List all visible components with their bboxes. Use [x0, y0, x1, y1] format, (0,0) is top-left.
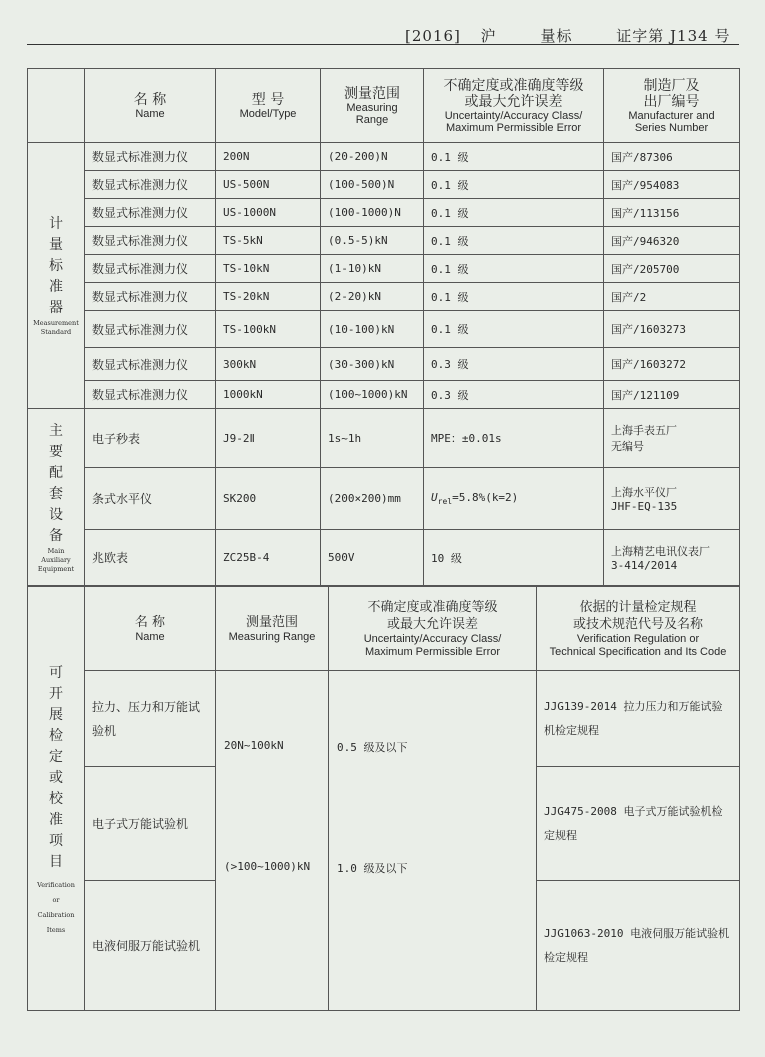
range-value: (>100~1000)kN	[224, 860, 311, 873]
standard-name: 数显式标准测力仪	[85, 143, 216, 171]
section-label-auxiliary-zh: 主 要 配 套 设 备	[49, 422, 63, 544]
standard-accuracy: 0.1 级	[424, 199, 604, 227]
aux-model: SK200	[216, 468, 321, 530]
item-name: 电液伺服万能试验机	[85, 881, 216, 1011]
standard-mfr: 国产/946320	[604, 227, 740, 255]
table-row	[28, 311, 740, 348]
standard-accuracy: 0.1 级	[424, 283, 604, 311]
standard-range: (30-300)kN	[321, 348, 424, 381]
aux-name: 兆欧表	[85, 530, 216, 586]
table-row	[28, 283, 740, 311]
aux-name: 电子秒表	[85, 409, 216, 468]
table-row	[28, 171, 740, 199]
header-range: 测量范围 Measuring Range	[321, 69, 424, 143]
item-name: 拉力、压力和万能试验机	[85, 671, 216, 767]
aux-accuracy: MPE：±0.01s	[424, 409, 604, 468]
standard-range: (100~1000)kN	[321, 381, 424, 409]
standard-model: 300kN	[216, 348, 321, 381]
standard-model: US-500N	[216, 171, 321, 199]
standard-range: (0.5-5)kN	[321, 227, 424, 255]
standard-model: TS-5kN	[216, 227, 321, 255]
standard-model: 200N	[216, 143, 321, 171]
aux-range: 500V	[321, 530, 424, 586]
section-label-verification-zh: 可 开 展 检 定 或 校 准 项 目	[49, 664, 63, 870]
aux-accuracy: 10 级	[424, 530, 604, 586]
item-regulation: JJG1063-2010 电液伺服万能试验机检定规程	[537, 881, 740, 1011]
aux-range: (200×200)mm	[321, 468, 424, 530]
header-uncertainty: 不确定度或准确度等级 或最大允许误差 Uncertainty/Accuracy Class/ Maximum Permissible Error	[424, 69, 604, 143]
aux-name: 条式水平仪	[85, 468, 216, 530]
standard-name: 数显式标准测力仪	[85, 171, 216, 199]
header-name: 名 称 Name	[85, 69, 216, 143]
standard-mfr: 国产/121109	[604, 381, 740, 409]
table1-header-row	[28, 69, 740, 143]
item-regulation: JJG139-2014 拉力压力和万能试验机检定规程	[537, 671, 740, 767]
standard-model: 1000kN	[216, 381, 321, 409]
standard-mfr: 国产/113156	[604, 199, 740, 227]
standard-range: (100-1000)N	[321, 199, 424, 227]
standard-name: 数显式标准测力仪	[85, 311, 216, 348]
standard-accuracy: 0.1 级	[424, 143, 604, 171]
verification-items-table	[27, 586, 740, 1011]
aux-mfr: 上海水平仪厂 JHF-EQ-135	[604, 468, 740, 530]
standard-mfr: 国产/205700	[604, 255, 740, 283]
range-value: 20N~100kN	[224, 739, 284, 752]
standard-name: 数显式标准测力仪	[85, 199, 216, 227]
standard-accuracy: 0.1 级	[424, 227, 604, 255]
header2-uncertainty: 不确定度或准确度等级 或最大允许误差 Uncertainty/Accuracy Class/ Maximum Permissible Error	[329, 587, 537, 671]
table-row	[28, 255, 740, 283]
standard-accuracy: 0.3 级	[424, 348, 604, 381]
cert-number: 证字第 J134 号	[616, 27, 731, 45]
standard-mfr: 国产/87306	[604, 143, 740, 171]
certificate-header	[405, 25, 744, 46]
header2-regulation: 依据的计量检定规程 或技术规范代号及名称 Verification Regulation or Technical Specification and Its Code	[537, 587, 740, 671]
cert-city: 沪	[480, 27, 497, 45]
standard-mfr: 国产/2	[604, 283, 740, 311]
standard-mfr: 国产/954083	[604, 171, 740, 199]
section-label-measurement-zh: 计 量 标 准 器	[49, 216, 63, 316]
table-row	[28, 348, 740, 381]
standard-accuracy: 0.1 级	[424, 311, 604, 348]
header-rule	[27, 44, 739, 45]
table-row	[28, 227, 740, 255]
aux-model: ZC25B-4	[216, 530, 321, 586]
section-label-measurement: 计 量 标 准 器 Measurement Standard	[28, 143, 85, 409]
table-row	[28, 143, 740, 171]
accuracy-value: 1.0 级及以下	[337, 862, 408, 875]
standard-range: (1-10)kN	[321, 255, 424, 283]
item-regulation: JJG475-2008 电子式万能试验机检定规程	[537, 767, 740, 881]
table-row	[28, 530, 740, 586]
table-row	[28, 381, 740, 409]
aux-mfr: 上海精艺电讯仪表厂 3-414/2014	[604, 530, 740, 586]
table-row	[28, 199, 740, 227]
header2-name: 名 称 Name	[85, 587, 216, 671]
header-model: 型 号 Model/Type	[216, 69, 321, 143]
aux-accuracy: $U_{rel}=5.8\%(k=2)$	[424, 468, 604, 530]
standard-range: (2-20)kN	[321, 283, 424, 311]
accuracy-value: 0.5 级及以下	[337, 741, 408, 754]
standard-name: 数显式标准测力仪	[85, 348, 216, 381]
item-name: 电子式万能试验机	[85, 767, 216, 881]
standard-model: TS-20kN	[216, 283, 321, 311]
header-blank	[28, 69, 85, 143]
standard-accuracy: 0.1 级	[424, 255, 604, 283]
standard-mfr: 国产/1603272	[604, 348, 740, 381]
standard-name: 数显式标准测力仪	[85, 255, 216, 283]
aux-model: J9-2Ⅱ	[216, 409, 321, 468]
standard-accuracy: 0.1 级	[424, 171, 604, 199]
aux-mfr: 上海手表五厂 无编号	[604, 409, 740, 468]
accuracy-merged-cell	[329, 671, 537, 1011]
cert-category: 量标	[540, 27, 573, 45]
standard-name: 数显式标准测力仪	[85, 381, 216, 409]
table-row	[28, 671, 740, 767]
aux-range: 1s~1h	[321, 409, 424, 468]
standard-range: (10-100)kN	[321, 311, 424, 348]
table-row	[28, 409, 740, 468]
range-merged-cell	[216, 671, 329, 1011]
standard-range: (100-500)N	[321, 171, 424, 199]
standards-table	[27, 68, 740, 586]
standard-accuracy: 0.3 级	[424, 381, 604, 409]
table-row	[28, 468, 740, 530]
section-label-verification: 可 开 展 检 定 或 校 准 项 目 Verification or Calibration Items	[28, 587, 85, 1011]
standard-model: TS-100kN	[216, 311, 321, 348]
standard-name: 数显式标准测力仪	[85, 227, 216, 255]
header-manufacturer: 制造厂及 出厂编号 Manufacturer and Series Number	[604, 69, 740, 143]
section-label-auxiliary: 主 要 配 套 设 备 Main Auxiliary Equipment	[28, 409, 85, 586]
standard-name: 数显式标准测力仪	[85, 283, 216, 311]
table2-header-row	[28, 587, 740, 671]
standard-model: US-1000N	[216, 199, 321, 227]
standard-range: (20-200)N	[321, 143, 424, 171]
header2-range: 测量范围 Measuring Range	[216, 587, 329, 671]
standard-model: TS-10kN	[216, 255, 321, 283]
standard-mfr: 国产/1603273	[604, 311, 740, 348]
cert-year: [2016]	[405, 27, 461, 45]
